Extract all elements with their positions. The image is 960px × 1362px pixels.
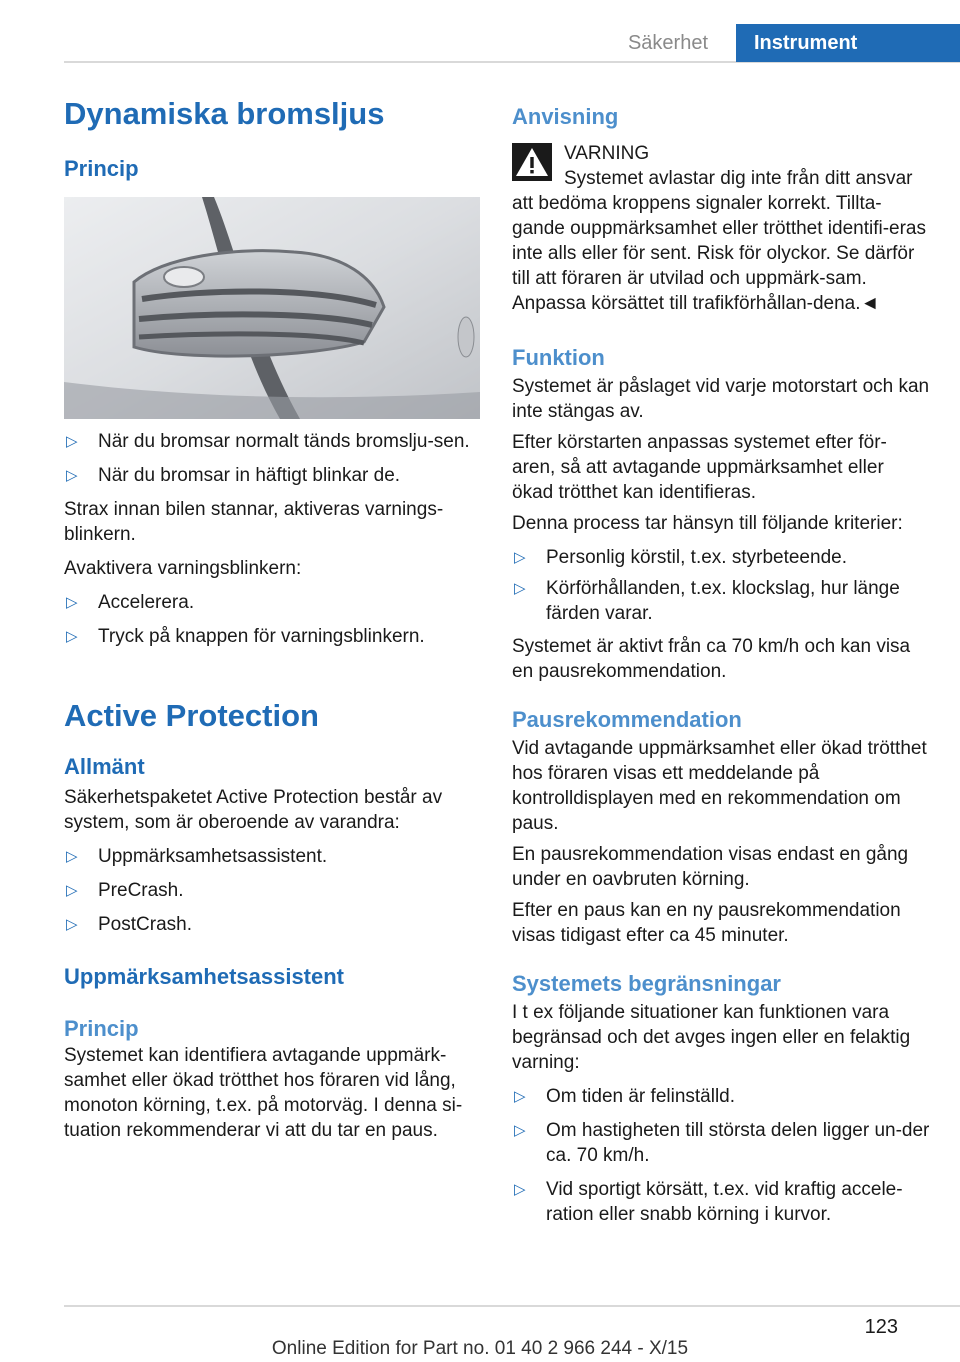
body-text: En pausrekommendation visas endast en gång under en oavbruten körning. [512,844,909,890]
bullet-triangle-icon: ▷ [514,549,526,566]
list-item: ▷ Accelerera. [66,592,195,613]
bullet-triangle-icon: ▷ [66,628,78,645]
warning-label: VARNING [564,143,650,164]
section-title-dynamic-brake-lights: Dynamiska bromsljus [64,96,385,131]
assistant-heading: Uppmärksamhetsassistent [64,964,345,989]
body-text: Efter körstarten anpassas systemet efter för-aren, så att avtagande uppmärksamhet eller ökad trötthet kan identifieras. [512,432,887,503]
body-text: Vid avtagande uppmärksamhet eller ökad trötthet hos föraren visas ett meddelande på kontrolldisplayen med en rekommendation om paus. [512,738,927,834]
criteria-bullets [512,545,930,626]
list-item: ▷ PostCrash. [66,914,192,935]
body-text: I t ex följande situationer kan funktionen vara begränsad och det avges ingen eller en felaktig varning: [512,1002,911,1073]
warning-block [512,141,930,166]
list-item: ▷ Personlig körstil, t.ex. styrbeteende. [514,547,847,568]
bullet-triangle-icon: ▷ [66,882,78,899]
body-text: Säkerhetspaketet Active Protection består av system, som är oberoende av varandra: [64,787,443,833]
body-text: Systemet är aktivt från ca 70 km/h och kan visa en pausrekommendation. [512,636,911,682]
footer-edition: Online Edition for Part no. 01 40 2 966 244 - X/15 [271,1338,689,1359]
list-item: ▷ Om tiden är felinställd. [514,1086,736,1107]
body-text: Systemet är påslaget vid varje motorstart och kan inte stängas av. [512,376,930,422]
bullet-triangle-icon: ▷ [66,916,78,933]
page-number: 123 [864,1316,898,1338]
general-heading: Allmänt [64,754,145,779]
principle-heading: Princip [64,156,139,181]
list-item: ▷ Uppmärksamhetsassistent. [66,846,328,867]
warning-text: Systemet avlastar dig inte från ditt ansvar att bedöma kroppens signaler korrekt. Tillta-gande ouppmärksamhet eller trötthet identifi-eras inte alls eller för sent. Risk för olyckor. Se därför till att föraren är utvilad och uppmärk-sam. Anpassa körsättet till trafikförhållan-dena.◄ [512,168,927,314]
list-item: ▷ Om hastigheten till största delen ligger un-der ca. 70 km/h. [514,1120,930,1166]
header-chapter-tab: Instrument [736,24,960,62]
right-column [512,103,930,1227]
brake-light-bullets [64,429,480,488]
bullet-triangle-icon: ▷ [66,848,78,865]
principle2-heading: Princip [64,1016,139,1041]
bullet-triangle-icon: ▷ [66,594,78,611]
left-column [64,95,480,1143]
body-text: Efter en paus kan en ny pausrekommendation visas tidigast efter ca 45 minuter. [512,900,901,946]
body-text: Strax innan bilen stannar, aktiveras varnings-blinkern. [64,499,444,545]
bullet-triangle-icon: ▷ [514,1088,526,1105]
list-item: ▷ När du bromsar normalt tänds bromslju-sen. [66,431,470,452]
section-title-active-protection: Active Protection [64,698,319,733]
body-text: Systemet kan identifiera avtagande uppmärk-samhet eller ökad trötthet hos föraren vid lång, monoton körning, t.ex. på motorväg. I denna si-tuation rekommenderar vi att du tar en paus. [64,1045,463,1141]
systems-bullets [64,844,480,937]
limits-heading: Systemets begränsningar [512,971,781,996]
warning-triangle-icon [512,143,552,181]
list-item: ▷ När du bromsar in häftigt blinkar de. [66,465,401,486]
footer-rule [64,1305,960,1307]
bullet-triangle-icon: ▷ [514,580,526,597]
list-item: ▷ Vid sportigt körsätt, t.ex. vid kraftig accele-ration eller snabb körning i kurvor. [514,1179,903,1225]
header-section-label: Säkerhet [627,32,709,54]
body-text: Avaktivera varningsblinkern: [64,558,302,579]
list-item: ▷ Tryck på knappen för varningsblinkern. [66,626,425,647]
list-item: ▷ Körförhållanden, t.ex. klockslag, hur länge färden varar. [514,578,900,624]
body-text: Denna process tar hänsyn till följande kriterier: [512,513,903,534]
bullet-triangle-icon: ▷ [66,467,78,484]
list-item: ▷ PreCrash. [66,880,184,901]
note-heading: Anvisning [512,104,619,129]
pause-heading: Pausrekommendation [512,707,742,732]
tail-light-illustration [64,197,480,419]
bullet-triangle-icon: ▷ [514,1181,526,1198]
bullet-triangle-icon: ▷ [66,433,78,450]
function-heading: Funktion [512,345,605,370]
deactivate-bullets [64,590,480,649]
bullet-triangle-icon: ▷ [514,1122,526,1139]
limits-bullets [512,1084,930,1227]
